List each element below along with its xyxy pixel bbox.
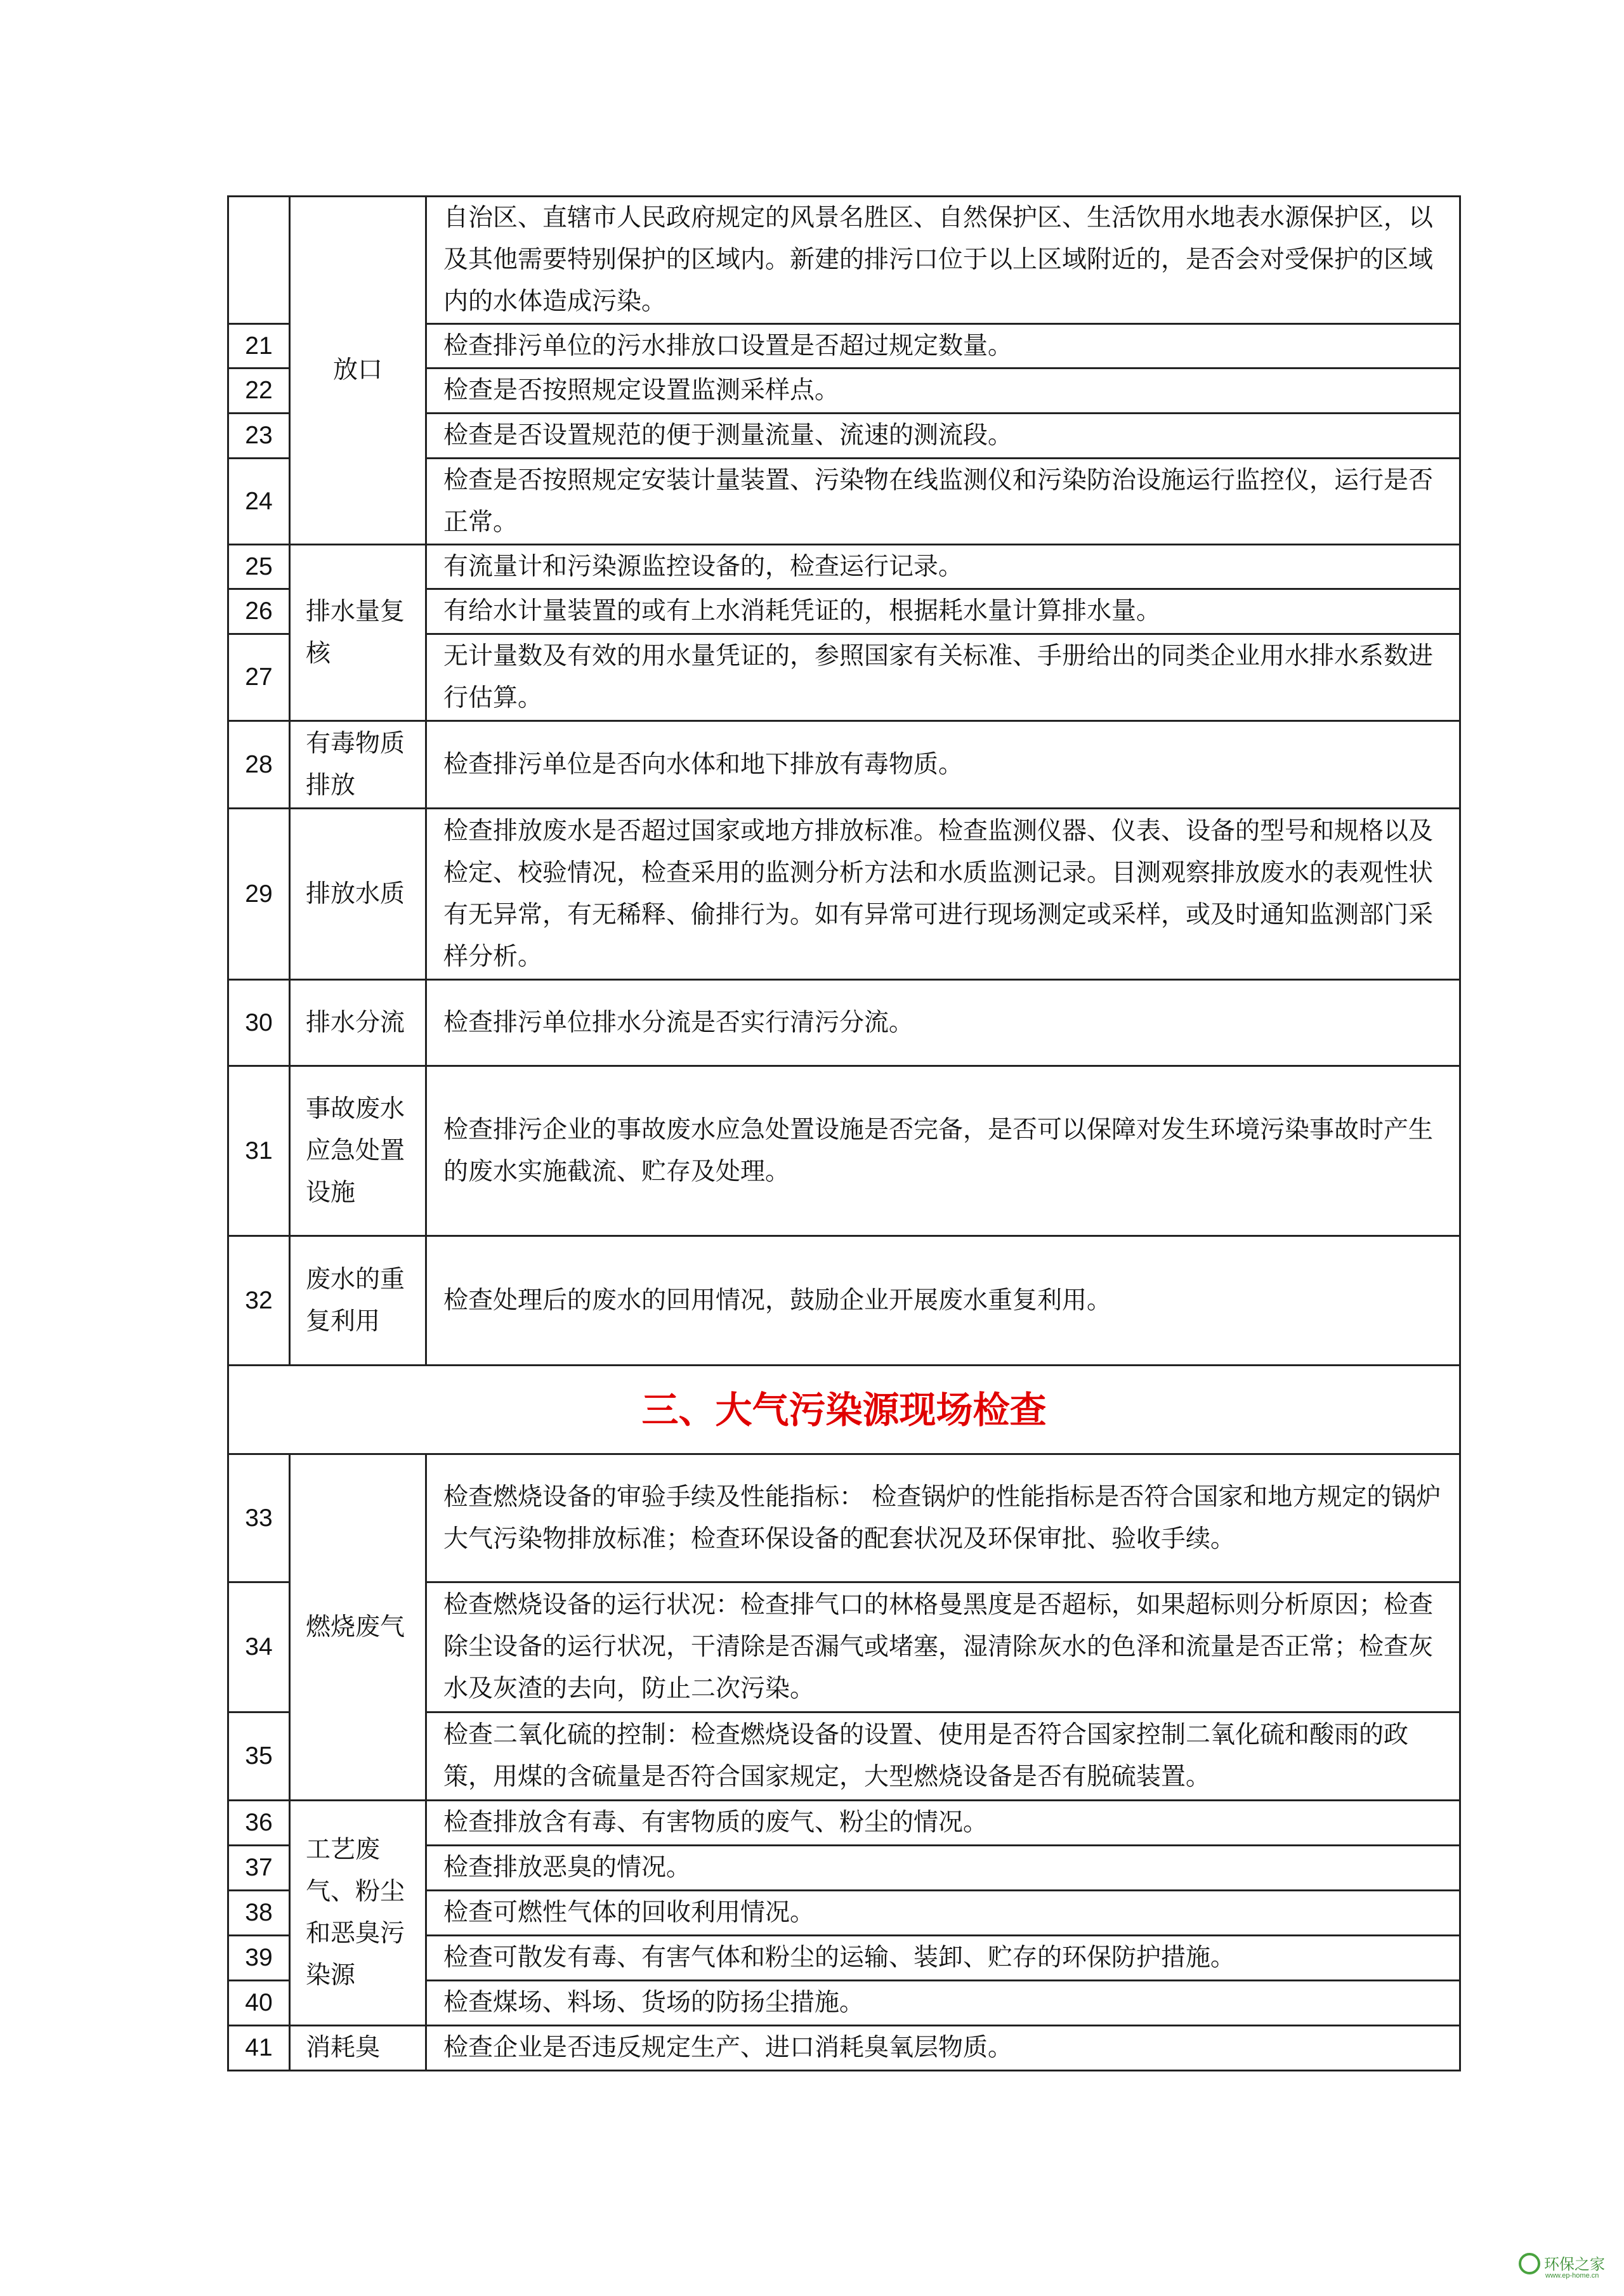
row-number: 21 — [228, 324, 290, 369]
table-row — [228, 721, 1460, 809]
row-description: 检查排放恶臭的情况。 — [426, 1846, 1460, 1891]
site-watermark — [1516, 2250, 1611, 2290]
row-description: 检查是否按照规定安装计量装置、污染物在线监测仪和污染防治设施运行监控仪，运行是否正常。 — [426, 459, 1460, 545]
category-cell: 废水的重复利用 — [290, 1236, 426, 1366]
table-row — [228, 809, 1460, 980]
row-number: 35 — [228, 1712, 290, 1801]
row-description: 有给水计量装置的或有上水消耗凭证的，根据耗水量计算排水量。 — [426, 589, 1460, 634]
row-number: 33 — [228, 1454, 290, 1582]
row-number: 30 — [228, 980, 290, 1066]
category-cell: 排水量复核 — [290, 545, 426, 721]
row-number: 23 — [228, 414, 290, 459]
table-row — [228, 1066, 1460, 1236]
row-description: 有流量计和污染源监控设备的，检查运行记录。 — [426, 545, 1460, 589]
row-number: 24 — [228, 459, 290, 545]
watermark-url: www.ep-home.cn — [1545, 2272, 1599, 2280]
row-description: 检查煤场、料场、货场的防扬尘措施。 — [426, 1981, 1460, 2026]
row-number: 40 — [228, 1981, 290, 2026]
leaf-logo-icon — [1519, 2253, 1540, 2274]
row-description: 检查排放废水是否超过国家或地方排放标准。检查监测仪器、仪表、设备的型号和规格以及检定、校验情况，检查采用的监测分析方法和水质监测记录。目测观察排放废水的表观性状有无异常，有无稀释、偷排行为。如有异常可进行现场测定或采样，或及时通知监测部门采样分析。 — [426, 809, 1460, 980]
row-number: 22 — [228, 369, 290, 414]
row-number: 34 — [228, 1582, 290, 1712]
table-row — [228, 197, 1460, 324]
row-description: 检查是否设置规范的便于测量流量、流速的测流段。 — [426, 414, 1460, 459]
row-number: 37 — [228, 1846, 290, 1891]
category-cell: 放口 — [290, 197, 426, 545]
row-number — [228, 197, 290, 324]
row-description: 检查可散发有毒、有害气体和粉尘的运输、装卸、贮存的环保防护措施。 — [426, 1936, 1460, 1981]
row-number: 31 — [228, 1066, 290, 1236]
row-number: 38 — [228, 1891, 290, 1936]
inspection-table — [227, 195, 1461, 2071]
category-cell: 工艺废气、粉尘和恶臭污染源 — [290, 1801, 426, 2026]
table-row — [228, 1236, 1460, 1366]
section-row — [228, 1366, 1460, 1454]
row-description: 检查排污单位是否向水体和地下排放有毒物质。 — [426, 721, 1460, 809]
category-cell: 排放水质 — [290, 809, 426, 980]
row-number: 26 — [228, 589, 290, 634]
row-description: 无计量数及有效的用水量凭证的，参照国家有关标准、手册给出的同类企业用水排水系数进行估算。 — [426, 634, 1460, 721]
table-row — [228, 545, 1460, 589]
watermark-name: 环保之家 — [1544, 2255, 1605, 2273]
row-number: 28 — [228, 721, 290, 809]
table-row — [228, 980, 1460, 1066]
row-description: 检查排污单位排水分流是否实行清污分流。 — [426, 980, 1460, 1066]
row-number: 27 — [228, 634, 290, 721]
row-description: 检查企业是否违反规定生产、进口消耗臭氧层物质。 — [426, 2026, 1460, 2071]
row-number: 41 — [228, 2026, 290, 2071]
row-number: 36 — [228, 1801, 290, 1846]
row-description: 检查处理后的废水的回用情况，鼓励企业开展废水重复利用。 — [426, 1236, 1460, 1366]
category-cell: 燃烧废气 — [290, 1454, 426, 1801]
row-number: 32 — [228, 1236, 290, 1366]
table-row — [228, 2026, 1460, 2071]
section-title: 三、大气污染源现场检查 — [228, 1366, 1460, 1454]
row-number: 39 — [228, 1936, 290, 1981]
row-description: 检查排污企业的事故废水应急处置设施是否完备，是否可以保障对发生环境污染事故时产生的废水实施截流、贮存及处理。 — [426, 1066, 1460, 1236]
row-description: 检查燃烧设备的审验手续及性能指标： 检查锅炉的性能指标是否符合国家和地方规定的锅炉大气污染物排放标准；检查环保设备的配套状况及环保审批、验收手续。 — [426, 1454, 1460, 1582]
row-description: 自治区、直辖市人民政府规定的风景名胜区、自然保护区、生活饮用水地表水源保护区，以及其他需要特别保护的区域内。新建的排污口位于以上区域附近的，是否会对受保护的区域内的水体造成污染。 — [426, 197, 1460, 324]
table-row — [228, 1454, 1460, 1582]
row-description: 检查是否按照规定设置监测采样点。 — [426, 369, 1460, 414]
table-row — [228, 1801, 1460, 1846]
category-cell: 事故废水应急处置设施 — [290, 1066, 426, 1236]
row-description: 检查燃烧设备的运行状况：检查排气口的林格曼黑度是否超标，如果超标则分析原因；检查除尘设备的运行状况，干清除是否漏气或堵塞，湿清除灰水的色泽和流量是否正常；检查灰水及灰渣的去向，防止二次污染。 — [426, 1582, 1460, 1712]
category-cell: 消耗臭 — [290, 2026, 426, 2071]
row-description: 检查排放含有毒、有害物质的废气、粉尘的情况。 — [426, 1801, 1460, 1846]
row-description: 检查可燃性气体的回收利用情况。 — [426, 1891, 1460, 1936]
category-cell: 有毒物质排放 — [290, 721, 426, 809]
row-description: 检查排污单位的污水排放口设置是否超过规定数量。 — [426, 324, 1460, 369]
row-description: 检查二氧化硫的控制：检查燃烧设备的设置、使用是否符合国家控制二氧化硫和酸雨的政策，用煤的含硫量是否符合国家规定，大型燃烧设备是否有脱硫装置。 — [426, 1712, 1460, 1801]
row-number: 25 — [228, 545, 290, 589]
row-number: 29 — [228, 809, 290, 980]
category-cell: 排水分流 — [290, 980, 426, 1066]
